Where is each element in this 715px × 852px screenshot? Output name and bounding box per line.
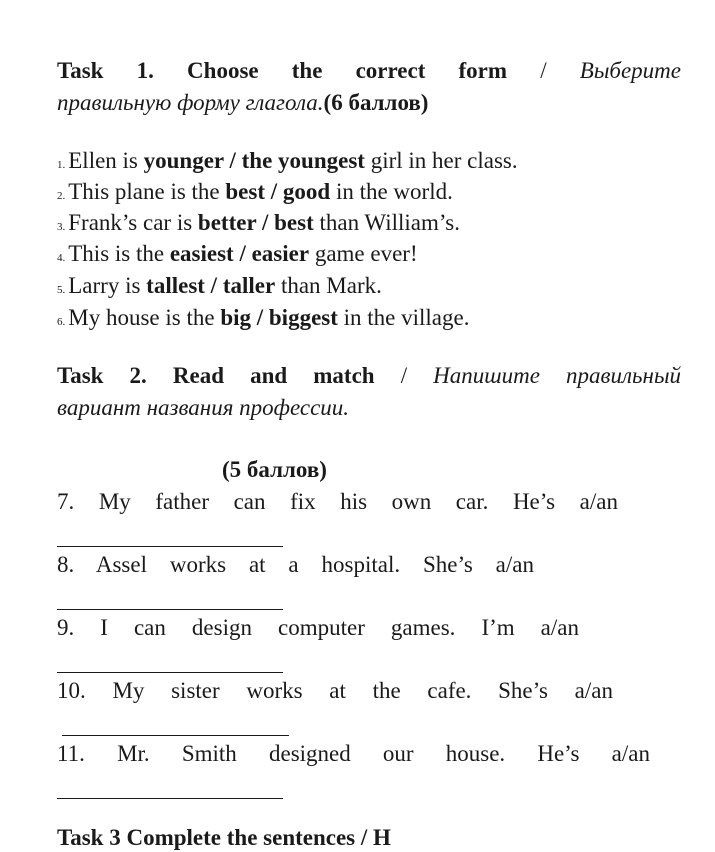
task2-item-10: 10. My sister works at the cafe. She’s a/an xyxy=(57,678,613,703)
item-text: in the village. xyxy=(337,305,470,330)
task2-heading-bold: Task 2. Read and match xyxy=(57,363,375,388)
item-options: tallest / taller xyxy=(146,273,276,298)
item-text: girl in her class. xyxy=(364,148,518,173)
task2-item-8: 8. Assel works at a hospital. She’s a/an xyxy=(57,552,534,577)
item-number: 3. xyxy=(57,221,66,233)
task2-subheading xyxy=(57,394,349,422)
answer-line-11[interactable] xyxy=(57,798,283,799)
task2-item-11: 11. Mr. Smith designed our house. He’s a/an xyxy=(57,741,650,766)
item-number: 4. xyxy=(57,252,66,264)
answer-line-8[interactable] xyxy=(57,609,283,610)
item-options: easiest / easier xyxy=(169,241,310,266)
task2-item-7: 7. My father can fix his own car. He’s a/an xyxy=(57,489,618,514)
task1-item-4 xyxy=(57,240,418,272)
item-number: 6. xyxy=(57,316,66,328)
answer-line-10[interactable] xyxy=(62,735,289,736)
item-text: game ever! xyxy=(309,241,418,266)
task1-subheading-italic: правильную форму глагола. xyxy=(57,90,324,115)
answer-line-9[interactable] xyxy=(57,672,283,673)
item-text: Ellen is xyxy=(68,148,144,173)
task1-item-6 xyxy=(57,304,469,336)
task2-points xyxy=(222,456,327,484)
task1-subheading xyxy=(57,89,428,117)
item-options: best / good xyxy=(225,179,331,204)
task2-heading xyxy=(57,362,681,390)
answer-line-7[interactable] xyxy=(57,546,283,547)
item-text: This plane is the xyxy=(68,179,226,204)
task1-item-5 xyxy=(57,272,382,304)
item-number: 5. xyxy=(57,284,66,296)
item-text: Larry is xyxy=(68,273,147,298)
task2-heading-italic: Напишите правильный xyxy=(433,363,682,388)
item-text: My house is the xyxy=(68,305,221,330)
task1-points: (6 баллов) xyxy=(323,90,429,115)
task1-item-3 xyxy=(57,209,460,241)
item-text: Frank’s car is xyxy=(68,210,198,235)
task1-item-1 xyxy=(57,147,518,179)
item-options: better / best xyxy=(197,210,314,235)
item-options: younger / the youngest xyxy=(143,148,365,173)
task1-heading xyxy=(57,57,681,85)
item-text: This is the xyxy=(68,241,170,266)
task1-heading-bold: Task 1. Choose the correct form xyxy=(57,58,508,83)
task1-item-2 xyxy=(57,178,453,210)
item-number: 1. xyxy=(57,159,66,171)
item-text: than Mark. xyxy=(275,273,382,298)
item-options: big / biggest xyxy=(220,305,338,330)
task1-heading-italic: Выберите xyxy=(579,58,682,83)
item-text: in the world. xyxy=(330,179,453,204)
task3-heading-partial xyxy=(57,824,391,852)
item-number: 2. xyxy=(57,190,66,202)
task1-heading-slash: / xyxy=(540,58,547,83)
task2-heading-slash: / xyxy=(400,363,408,388)
item-text: than William’s. xyxy=(313,210,460,235)
task2-subheading-italic: вариант названия профессии. xyxy=(57,395,350,420)
task3-heading-text: Task 3 Complete the sentences / Н xyxy=(57,825,391,850)
task2-points-text: (5 баллов) xyxy=(222,457,327,482)
task2-item-9: 9. I can design computer games. I’m a/an xyxy=(57,615,579,640)
